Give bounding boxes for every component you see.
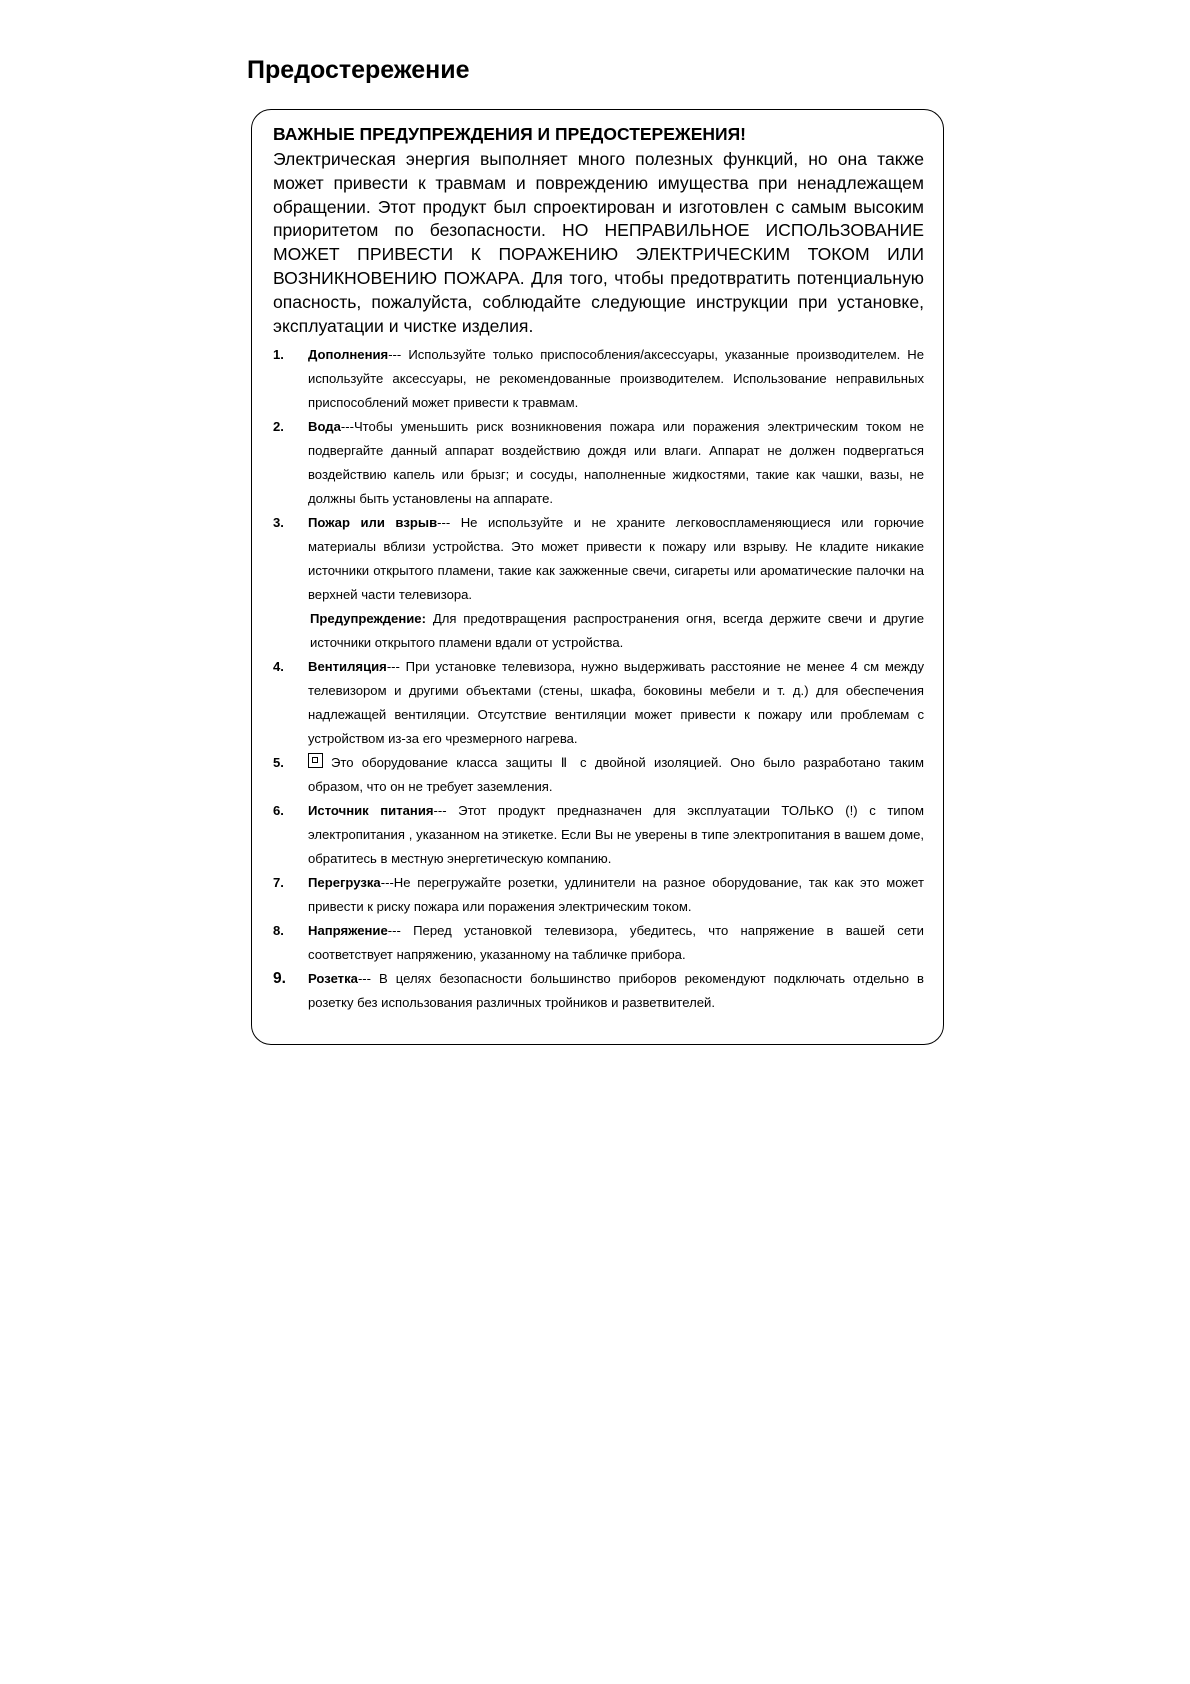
note-text: Для предотвращения распространения огня, всегда держите свечи и другие источники открытого пламени вдали от устройства.: [310, 611, 924, 650]
note-term: Предупреждение:: [310, 611, 426, 626]
warning-item-overload: [273, 871, 924, 919]
warning-item-ventilation: [273, 655, 924, 751]
page-title: Предостережение: [247, 56, 470, 84]
item-text: Это оборудование класса защиты Ⅱ с двойной изоляцией. Оно было разработано таким образом, что он не требует заземления.: [308, 755, 924, 794]
item-text: --- Перед установкой телевизора, убедитесь, что напряжение в вашей сети соответствует напряжению, указанному на табличке прибора.: [308, 923, 924, 962]
item-text: --- При установке телевизора, нужно выдерживать расстояние не менее 4 см между телевизором и другими объектами (стены, шкафа, боковины мебели и т. д.) для обеспечения надлежащей вентиляции. Отсутствие вентиляции может привести к пожару или проблемам с устройством из-за его чрезмерного нагрева.: [308, 659, 924, 746]
warning-item-water: [273, 415, 924, 511]
warning-item-class-ii: [273, 751, 924, 799]
warning-item-accessories: [273, 343, 924, 415]
item-term: Розетка: [308, 971, 358, 986]
item-number: 9.: [273, 970, 286, 987]
item-number: 8.: [273, 923, 284, 938]
warning-item-fire: [273, 511, 924, 655]
warning-item-power-source: [273, 799, 924, 871]
warning-list: [273, 343, 924, 1015]
item-number: 7.: [273, 875, 284, 890]
item-text: --- В целях безопасности большинство приборов рекомендуют подключать отдельно в розетку без использования различных тройников и разветвителей.: [308, 971, 924, 1010]
warning-item-socket: [273, 967, 924, 1015]
item-number: 1.: [273, 347, 284, 362]
item-text: --- Этот продукт предназначен для эксплуатации ТОЛЬКО (!) с типом электропитания , указанном на этикетке. Если Вы не уверены в типе электропитания в вашем доме, обратитесь в местную энергетическую компанию.: [308, 803, 924, 866]
item-number: 2.: [273, 419, 284, 434]
item-term: Вентиляция: [308, 659, 387, 674]
item-term: Вода: [308, 419, 341, 434]
warning-intro: Электрическая энергия выполняет много полезных функций, но она также может привести к травмам и повреждению имущества при ненадлежащем обращении. Этот продукт был спроектирован и изготовлен с самым высоким приоритетом по безопасности. НО НЕПРАВИЛЬНОЕ ИСПОЛЬЗОВАНИЕ МОЖЕТ ПРИВЕСТИ К ПОРАЖЕНИЮ ЭЛЕКТРИЧЕСКИМ ТОКОМ ИЛИ ВОЗНИКНОВЕНИЮ ПОЖАРА. Для того, чтобы предотвратить потенциальную опасность, пожалуйста, соблюдайте следующие инструкции при установке, эксплуатации и чистке изделия.: [273, 149, 924, 336]
item-term: Пожар или взрыв: [308, 515, 438, 530]
item-number: 6.: [273, 803, 284, 818]
item-text: ---Чтобы уменьшить риск возникновения пожара или поражения электрическим током не подвергайте данный аппарат воздействию дождя или влаги. Аппарат не должен подвергаться воздействию капель или брызг; и сосуды, наполненные жидкостями, такие как чашки, вазы, не должны быть установлены на аппарате.: [308, 419, 924, 506]
fire-warning-note: [308, 607, 924, 655]
item-term: Источник питания: [308, 803, 434, 818]
class-ii-double-insulation-icon: [308, 753, 323, 768]
item-text: ---Не перегружайте розетки, удлинители на разное оборудование, так как это может привести к риску пожара или поражения электрическим током.: [308, 875, 924, 914]
warning-heading: ВАЖНЫЕ ПРЕДУПРЕЖДЕНИЯ И ПРЕДОСТЕРЕЖЕНИЯ!: [273, 124, 747, 144]
warning-item-voltage: [273, 919, 924, 967]
item-term: Напряжение: [308, 923, 388, 938]
item-term: Перегрузка: [308, 875, 381, 890]
item-text: --- Используйте только приспособления/аксессуары, указанные производителем. Не используйте аксессуары, не рекомендованные производителем. Использование неправильных приспособлений может привести к травмам.: [308, 347, 924, 410]
item-term: Дополнения: [308, 347, 389, 362]
item-number: 4.: [273, 659, 284, 674]
item-number: 3.: [273, 515, 284, 530]
item-number: 5.: [273, 755, 284, 770]
item-text: --- Не используйте и не храните легковоспламеняющиеся или горючие материалы вблизи устройства. Это может привести к пожару или взрыву. Не кладите никакие источники открытого пламени, такие как зажженные свечи, сигареты или ароматические палочки на верхней части телевизора.: [308, 515, 924, 602]
